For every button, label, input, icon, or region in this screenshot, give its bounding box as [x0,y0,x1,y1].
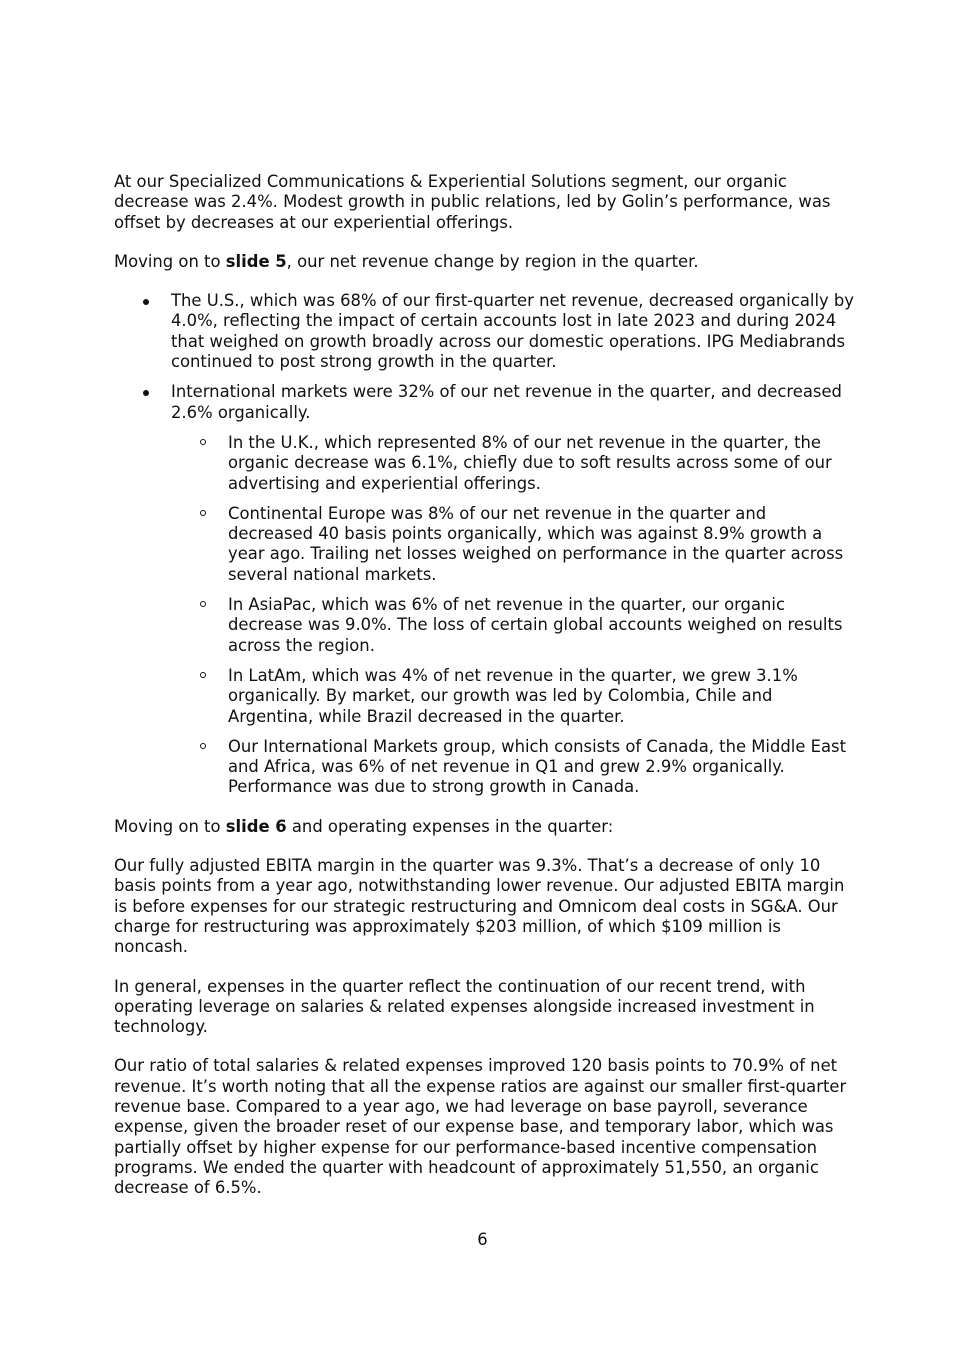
paragraph-expense-trend: In general, expenses in the quarter reflect the continuation of our recent trend, with operating leverage on salaries & related expenses alongside increased investment in technology. [114,976,815,1037]
text-run: Moving on to [114,251,226,271]
paragraph-ebita-margin: Our fully adjusted EBITA margin in the quarter was 9.3%. That’s a decrease of only 10 basis points from a year ago, notwithstanding lower revenue. Our adjusted EBITA margin is before expenses for our strategic restructuring and Omnicom deal costs in SG&A. Our charge for restructuring was approximately $203 million, of which $109 million is noncash. [114,856,845,957]
sub-bullet-international-markets [171,737,854,798]
sub-bullet-continental-europe [171,504,854,585]
text-run: and operating expenses in the quarter: [286,816,614,836]
document-body [114,172,854,1217]
bullet-text: International markets were 32% of our net revenue in the quarter, and decreased 2.6% organically. [171,382,842,422]
sub-bullet-uk [171,433,854,494]
bullet-international [114,382,854,797]
text-run: , our net revenue change by region in the quarter. [286,251,699,271]
sub-bullet-text: In the U.K., which represented 8% of our net revenue in the quarter, the organic decrease was 6.1%, chiefly due to soft results across some of our advertising and experiential offerings. [228,432,832,493]
hollow-circle-bullet-icon [200,672,206,678]
text-run: Moving on to [114,816,226,836]
bullet-dot-icon [143,390,149,396]
page-number: 6 [477,1230,488,1249]
paragraph-slide-6-intro [114,817,854,837]
paragraph-slide-5-intro [114,252,854,272]
hollow-circle-bullet-icon [200,601,206,607]
paragraph-segment-summary: At our Specialized Communications & Experiential Solutions segment, our organic decrease was 2.4%. Modest growth in public relations, led by Golin’s performance, was offset by decreases at our experiential offerings. [114,172,831,232]
bullet-dot-icon [143,299,149,305]
region-bullet-list [114,291,854,798]
sub-bullet-asiapac [171,595,854,656]
bullet-text: The U.S., which was 68% of our first-quarter net revenue, decreased organically by 4.0%, reflecting the impact of certain accounts lost in late 2023 and during 2024 that weighed on growth broadly across our domestic operations. IPG Mediabrands continued to post strong growth in the quarter. [171,291,855,372]
slide-reference: slide 6 [225,816,287,836]
sub-bullet-text: Continental Europe was 8% of our net revenue in the quarter and decreased 40 basis points organically, which was against 8.9% growth a year ago. Trailing net losses weighed on performance in the quarter across several national markets. [228,503,844,584]
hollow-circle-bullet-icon [200,439,206,445]
sub-bullet-latam [171,666,854,727]
international-sub-list [171,433,854,798]
bullet-us [114,291,854,372]
sub-bullet-text: In AsiaPac, which was 6% of net revenue in the quarter, our organic decrease was 9.0%. The loss of certain global accounts weighed on results across the region. [228,595,843,655]
paragraph-salaries-ratio: Our ratio of total salaries & related expenses improved 120 basis points to 70.9% of net revenue. It’s worth noting that all the expense ratios are against our smaller first-quarter revenue base. Compared to a year ago, we had leverage on base payroll, severance expense, given the broader reset of our expense base, and temporary labor, which was partially offset by higher expense for our performance-based incentive compensation programs. We ended the quarter with headcount of approximately 51,550, an organic decrease of 6.5%. [114,1056,847,1198]
sub-bullet-text: In LatAm, which was 4% of net revenue in the quarter, we grew 3.1% organically. By market, our growth was led by Colombia, Chile and Argentina, while Brazil decreased in the quarter. [228,665,798,726]
hollow-circle-bullet-icon [200,510,206,516]
slide-reference: slide 5 [225,251,287,271]
hollow-circle-bullet-icon [200,743,206,749]
sub-bullet-text: Our International Markets group, which consists of Canada, the Middle East and Africa, was 6% of net revenue in Q1 and grew 2.9% organically. Performance was due to strong growth in Canada. [228,736,846,797]
